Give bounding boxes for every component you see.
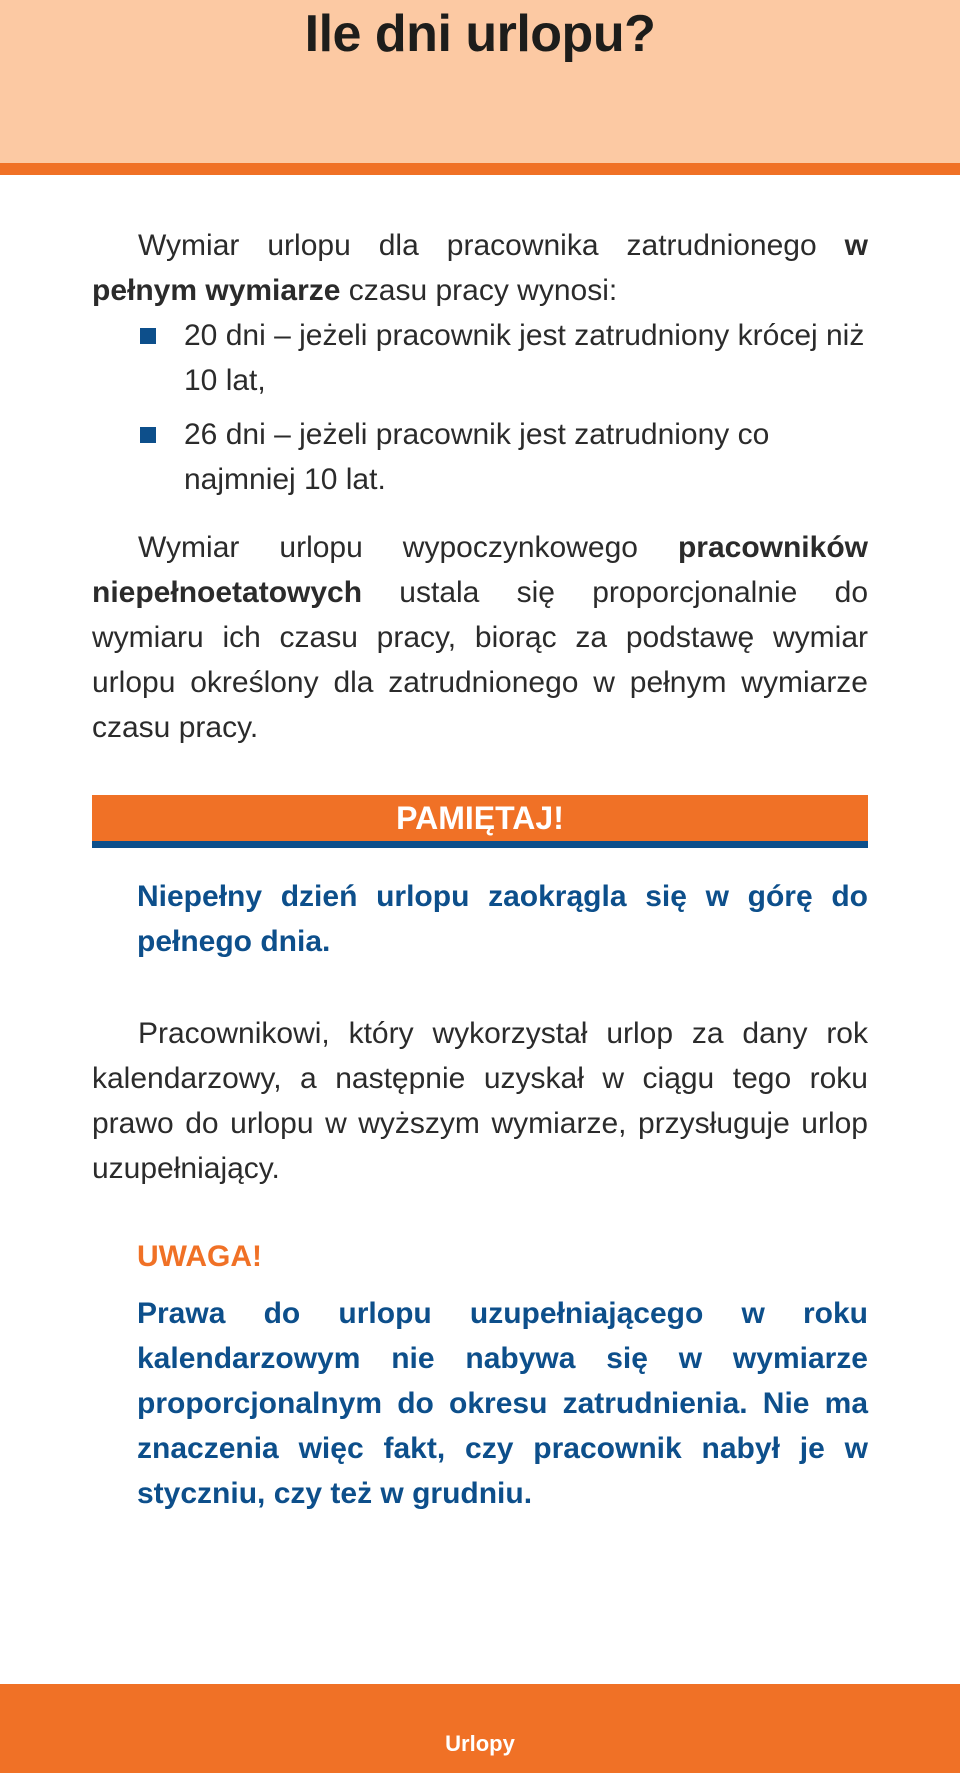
paragraph-text: Wymiar urlopu dla pracownika zatrudnionego	[138, 229, 845, 262]
paragraph-emphasis: w pełnym wymiarze	[92, 229, 868, 307]
header-rule	[0, 163, 960, 175]
warning-note: Prawa do urlopu uzupełniającego w roku kalendarzowym nie nabywa się w wymiarze proporcjonalnym do okresu zatrudnienia. Nie ma znaczenia więc fakt, czy pracownik nabył je w styczniu, czy też w grudniu.	[137, 1297, 868, 1510]
list-item	[92, 313, 868, 403]
list-item-text: 26 dni – jeżeli pracownik jest zatrudniony co najmniej 10 lat.	[184, 418, 770, 496]
warning-heading: UWAGA!	[137, 1240, 262, 1273]
paragraph-emphasis: pracowników niepełnoetatowych	[92, 531, 868, 609]
list-item-text: 20 dni – jeżeli pracownik jest zatrudniony krócej niż 10 lat,	[184, 319, 865, 397]
list-item	[92, 412, 868, 502]
page-title: Ile dni urlopu?	[304, 5, 656, 63]
paragraph-full-time	[92, 223, 868, 313]
footer-section-label: Urlopy	[445, 1731, 515, 1756]
remember-banner: PAMIĘTAJ!	[92, 795, 868, 848]
square-bullet-icon	[140, 427, 156, 443]
square-bullet-icon	[140, 328, 156, 344]
paragraph-part-time	[92, 525, 868, 750]
entitlement-list	[92, 313, 868, 511]
paragraph-text: ustala się proporcjonalnie do wymiaru ich czasu pracy, biorąc za podstawę wymiar urlopu określony dla zatrudnionego w pełnym wymiarze czasu pracy.	[92, 576, 868, 744]
remember-note: Niepełny dzień urlopu zaokrągla się w górę do pełnego dnia.	[137, 880, 868, 958]
footer-band	[0, 1684, 960, 1773]
paragraph-text: czasu pracy wynosi:	[340, 274, 618, 307]
paragraph-supplementary: Pracownikowi, który wykorzystał urlop za dany rok kalendarzowy, a następnie uzyskał w ciągu tego roku prawo do urlopu w wyższym wymiarze, przysługuje urlop uzupełniający.	[92, 1017, 868, 1185]
paragraph-text: Wymiar urlopu wypoczynkowego	[138, 531, 678, 564]
